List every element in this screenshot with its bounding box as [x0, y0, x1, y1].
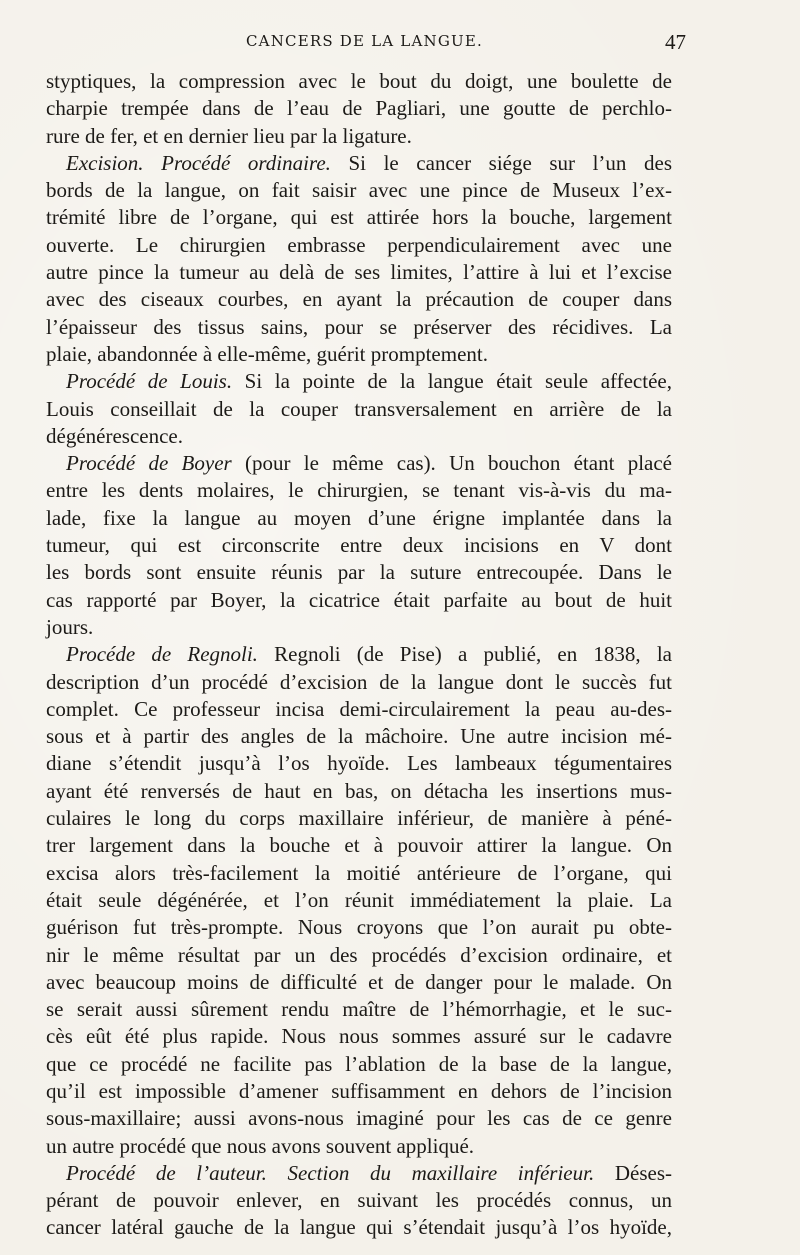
line-text: complet. Ce professeur incisa demi-circulairement la peau au-des- — [46, 696, 672, 721]
page-header — [46, 28, 686, 58]
text-line — [46, 641, 672, 668]
paragraph-heading: Procédé de l’auteur. Section du maxillaire inférieur. — [66, 1160, 595, 1185]
line-text: charpie trempée dans de l’eau de Pagliari, une goutte de perchlo- — [46, 96, 672, 121]
line-text: Déses- — [594, 1160, 672, 1185]
line-text: trer largement dans la bouche et à pouvoir attirer la langue. On — [46, 833, 672, 858]
paragraph-heading: Procéde de Regnoli. — [66, 642, 258, 667]
line-text: plaie, abandonnée à elle-même, guérit promptement. — [46, 341, 488, 366]
text-line — [46, 259, 672, 286]
line-text: que ce procédé ne facilite pas l’ablation de la base de la langue, — [46, 1051, 672, 1076]
text-line — [46, 750, 672, 777]
text-line — [46, 477, 672, 504]
line-text: Si la pointe de la langue était seule affectée, — [232, 369, 672, 394]
text-line — [46, 423, 672, 450]
text-line — [46, 887, 672, 914]
line-text: diane s’étendit jusqu’à l’os hyoïde. Les lambeaux tégumentaires — [46, 751, 672, 776]
text-line — [46, 832, 672, 859]
line-text: styptiques, la compression avec le bout du doigt, une boulette de — [46, 69, 672, 93]
text-line — [46, 204, 672, 231]
line-text: un autre procédé que nous avons souvent appliqué. — [46, 1133, 475, 1158]
line-text: bords de la langue, on fait saisir avec une pince de Museux l’ex- — [46, 178, 672, 203]
line-text: l’épaisseur des tissus sains, pour se préserver des récidives. La — [46, 314, 672, 339]
text-line — [46, 778, 672, 805]
text-line — [46, 450, 672, 477]
text-line — [46, 969, 672, 996]
line-text: avec beaucoup moins de difficulté et de danger pour le malade. On — [46, 969, 672, 994]
text-line — [46, 232, 672, 259]
text-line — [46, 723, 672, 750]
line-text: lade, fixe la langue au moyen d’une érigne implantée dans la — [46, 505, 672, 530]
paragraph-heading: Procédé de Boyer — [66, 451, 232, 476]
running-title: CANCERS DE LA LANGUE. — [246, 32, 483, 50]
line-text: excisa alors très-facilement la moitié antérieure de l’organe, qui — [46, 860, 672, 885]
text-line — [46, 341, 672, 368]
text-line — [46, 396, 672, 423]
line-text: ayant été renversés de haut en bas, on détacha les insertions mus- — [46, 778, 672, 803]
line-text: cas rapporté par Boyer, la cicatrice était parfaite au bout de huit — [46, 587, 672, 612]
text-line — [46, 532, 672, 559]
line-text: avec des ciseaux courbes, en ayant la précaution de couper dans — [46, 287, 672, 312]
text-line — [46, 914, 672, 941]
text-line — [46, 68, 672, 95]
text-line — [46, 1187, 672, 1214]
text-line — [46, 286, 672, 313]
line-text: ouverte. Le chirurgien embrasse perpendiculairement avec une — [46, 232, 672, 257]
text-line — [46, 860, 672, 887]
line-text: (pour le même cas). Un bouchon étant placé — [231, 451, 672, 476]
text-line — [46, 805, 672, 832]
line-text: Si le cancer siége sur l’un des — [330, 150, 672, 175]
line-text: tumeur, qui est circonscrite entre deux incisions en V dont — [46, 533, 672, 558]
text-line — [46, 559, 672, 586]
text-line — [46, 1133, 672, 1160]
text-line — [46, 123, 672, 150]
text-line — [46, 942, 672, 969]
line-text: pérant de pouvoir enlever, en suivant les procédés connus, un — [46, 1188, 672, 1213]
text-line — [46, 1051, 672, 1078]
text-line — [46, 314, 672, 341]
line-text: entre les dents molaires, le chirurgien, se tenant vis-à-vis du ma- — [46, 478, 672, 503]
text-line — [46, 996, 672, 1023]
line-text: dégénérescence. — [46, 423, 183, 448]
line-text: cès eût été plus rapide. Nous nous sommes assuré sur le cadavre — [46, 1024, 672, 1049]
text-line — [46, 177, 672, 204]
line-text: guérison fut très-prompte. Nous croyons que l’on aurait pu obte- — [46, 915, 672, 940]
text-line — [46, 1214, 672, 1241]
text-line — [46, 1078, 672, 1105]
text-line — [46, 1160, 672, 1187]
paragraph-heading: Procédé de Louis. — [66, 369, 233, 394]
line-text: Louis conseillait de la couper transversalement en arrière de la — [46, 396, 672, 421]
text-line — [46, 669, 672, 696]
line-text: description d’un procédé d’excision de la langue dont le succès fut — [46, 669, 672, 694]
line-text: qu’il est impossible d’amener suffisamment en dehors de l’incision — [46, 1078, 672, 1103]
line-text: les bords sont ensuite réunis par la suture entrecoupée. Dans le — [46, 560, 672, 585]
line-text: sous et à partir des angles de la mâchoire. Une autre incision mé- — [46, 724, 672, 749]
line-text: jours. — [46, 614, 94, 639]
text-line — [46, 614, 672, 641]
text-line — [46, 587, 672, 614]
text-line — [46, 696, 672, 723]
line-text: rure de fer, et en dernier lieu par la ligature. — [46, 123, 412, 148]
text-line — [46, 368, 672, 395]
paragraph-heading: Excision. Procédé ordinaire. — [66, 150, 331, 175]
text-line — [46, 1105, 672, 1132]
text-line — [46, 505, 672, 532]
line-text: autre pince la tumeur au delà de ses limites, l’attire à lui et l’excise — [46, 260, 672, 285]
body-text — [46, 68, 672, 1242]
page-number: 47 — [665, 30, 686, 54]
line-text: culaires le long du corps maxillaire inférieur, de manière à péné- — [46, 806, 672, 831]
line-text: se serait aussi sûrement rendu maître de l’hémorrhagie, et le suc- — [46, 997, 672, 1022]
line-text: cancer latéral gauche de la langue qui s’étendait jusqu’à l’os hyoïde, — [46, 1215, 672, 1240]
text-line — [46, 150, 672, 177]
line-text: nir le même résultat par un des procédés d’excision ordinaire, et — [46, 942, 672, 967]
text-line — [46, 1023, 672, 1050]
line-text: était seule dégénérée, et l’on réunit immédiatement la plaie. La — [46, 887, 672, 912]
line-text: sous-maxillaire; aussi avons-nous imaginé pour les cas de ce genre — [46, 1106, 672, 1131]
line-text: trémité libre de l’organe, qui est attirée hors la bouche, largement — [46, 205, 672, 230]
text-line — [46, 95, 672, 122]
line-text: Regnoli (de Pise) a publié, en 1838, la — [257, 642, 672, 667]
